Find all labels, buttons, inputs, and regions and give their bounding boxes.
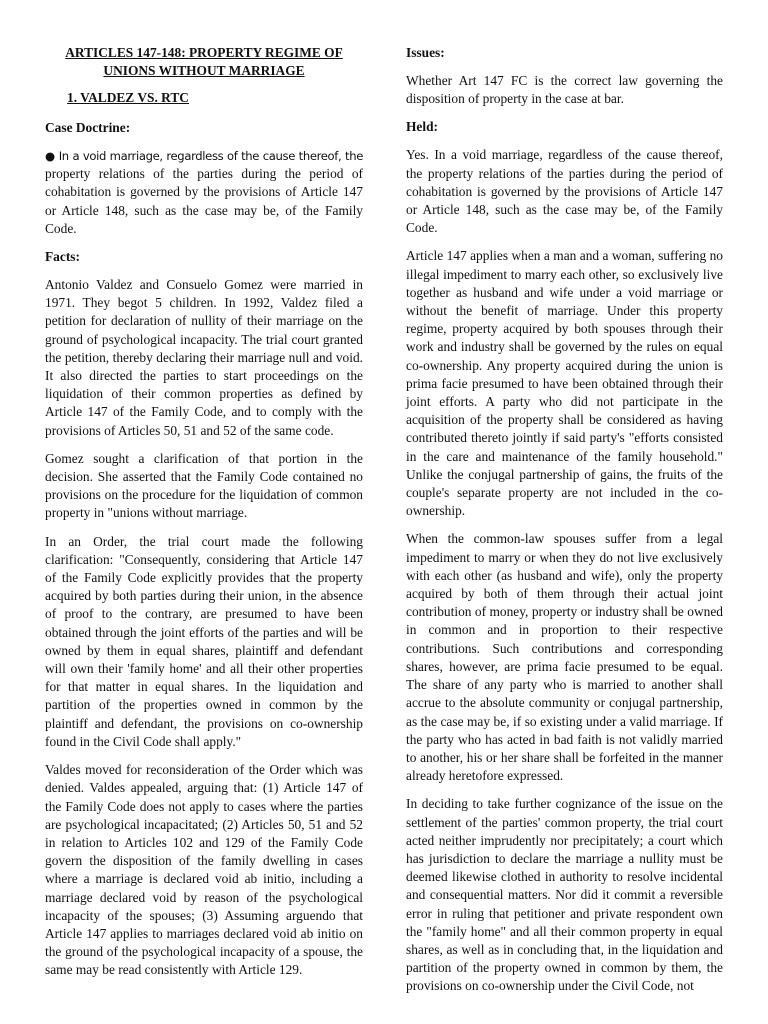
issues-paragraph: Whether Art 147 FC is the correct law governing the disposition of property in the case at bar. [406,73,723,107]
issues-heading: Issues: [406,45,445,60]
left-column [45,44,363,990]
case-doctrine-rest: property relations of the parties during the period of cohabitation is governed by the provisions of Article 147 or Article 148, such as the case may be, of the Family Code. [45,166,363,236]
held-paragraph: Article 147 applies when a man and a woman, suffering no illegal impediment to marry each other, so exclusively live together as husband and wife under a void marriage or without the benefit of marriage. Under this property regime, property acquired by both spouses through their work and industry shall be governed by the rules on equal co-ownership. Any property acquired during the union is prima facie presumed to have been obtained through their joint efforts. A party who did not participate in the acquisition of the property shall be considered as having contributed thereto jointly if said party's "efforts consisted in the care and maintenance of the family household." Unlike the conjugal partnership of gains, the fruits of the couple's separate property are not included in the co-ownership. [406,248,723,519]
held-heading: Held: [406,119,438,135]
case-title: 1. VALDEZ VS. RTC [67,90,189,105]
case-doctrine-paragraph [45,147,363,238]
right-column [406,44,723,1006]
facts-paragraph: In an Order, the trial court made the following clarification: "Consequently, considering that Article 147 of the Family Code explicitly provides that the property acquired by both parties during their union, in the absence of proof to the contrary, are presumed to have been obtained through the joint efforts of the parties and will be owned by them in equal shares, plaintiff and defendant will own their 'family home' and all their other properties for that matter in equal shares. In the liquidation and partition of the properties owned in common by the plaintiff and defendant, the provisions on co-ownership found in the Civil Code shall apply." [45,533,363,749]
document-title: ARTICLES 147-148: PROPERTY REGIME OF UNIONS WITHOUT MARRIAGE [65,45,343,78]
held-paragraph: When the common-law spouses suffer from a legal impediment to marry or when they do not live exclusively with each other (as husband and wife), only the property acquired by both of them through their actual joint contribution of money, property or industry shall be owned in common and in proportion to their respective contributions. Such contributions and corresponding shares, however, are prima facie presumed to be equal. The share of any party who is married to another shall accrue to the absolute community or conjugal partnership, as the case may be, if so existing under a valid marriage. If the party who has acted in bad faith is not validly married to another, his or her share shall be forfeited in the manner already heretofore expressed. [406,531,723,784]
case-doctrine-first-line: ● In a void marriage, regardless of the cause thereof, the [45,149,363,163]
facts-paragraph: Gomez sought a clarification of that portion in the decision. She asserted that the Family Code contained no provisions on the procedure for the liquidation of common property in "unions without marriage. [45,450,363,521]
held-paragraph: In deciding to take further cognizance of the issue on the settlement of the parties' common property, the trial court acted neither imprudently nor precipitately; a court which has jurisdiction to declare the marriage a nullity must be deemed likewise clothed in authority to resolve incidental and consequential matters. Nor did it commit a reversible error in ruling that petitioner and private respondent own the "family home" and all their common property in equal shares, as well as in concluding that, in the liquidation and partition of the property owned in common by them, the provisions on co-ownership under the Civil Code, not [406,796,723,994]
case-doctrine-heading: Case Doctrine: [45,120,131,135]
held-paragraph: Yes. In a void marriage, regardless of the cause thereof, the property relations of the parties during the period of cohabitation is governed by the provisions of Article 147 or Article 148, such as the case may be, of the Family Code. [406,147,723,236]
facts-paragraph: Antonio Valdez and Consuelo Gomez were married in 1971. They begot 5 children. In 1992, Valdez filed a petition for declaration of nullity of their marriage on the ground of psychological incapacity. The trial court granted the petition, thereby declaring their marriage null and void. It also directed the parties to start proceedings on the liquidation of their common properties as defined by Article 147 of the Family Code, and to comply with the provisions of Articles 50, 51 and 52 of the same code. [45,277,363,438]
facts-heading: Facts: [45,249,80,265]
facts-paragraph: Valdes moved for reconsideration of the Order which was denied. Valdes appealed, arguing that: (1) Article 147 of the Family Code does not apply to cases where the parties are psychological incapacitated; (2) Articles 50, 51 and 52 in relation to Articles 102 and 129 of the Family Code govern the disposition of the family dwelling in cases where a marriage is declared void ab initio, including a marriage declared void by reason of the psychological incapacity of the spouses; (3) Assuming arguendo that Article 147 applies to marriages declared void ab initio on the ground of the psychological incapacity of a spouse, the same may be read consistently with Article 129. [45,762,363,978]
